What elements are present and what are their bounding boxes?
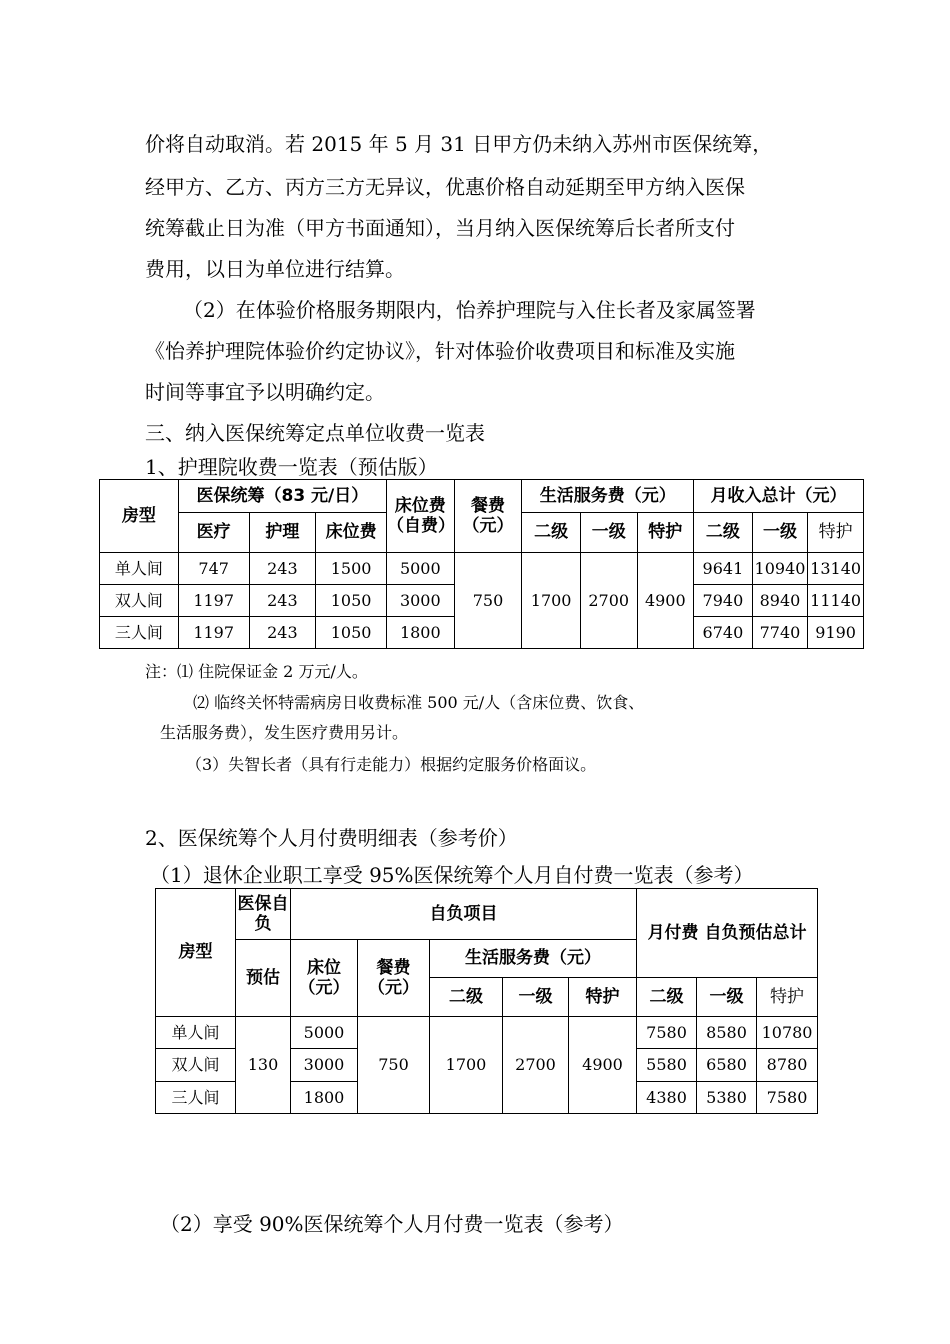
cell-meal: 750 bbox=[454, 553, 522, 649]
paragraph-line: 统筹截止日为准（甲方书面通知），当月纳入医保统筹后长者所支付 bbox=[145, 216, 735, 240]
header-self-pay: 医保自负 bbox=[236, 889, 291, 940]
header-self-bed: 床位费（自费） bbox=[386, 480, 454, 553]
header-special: 特护 bbox=[637, 513, 694, 553]
cell-bed: 1050 bbox=[316, 585, 387, 617]
table-row bbox=[100, 553, 864, 585]
cell-monthly-special: 10780 bbox=[757, 1017, 818, 1049]
cell-monthly-special: 13140 bbox=[808, 553, 864, 585]
cell-monthly-level2: 5580 bbox=[637, 1049, 697, 1082]
paragraph-line: 费用，以日为单位进行结算。 bbox=[145, 257, 405, 281]
header-level2: 二级 bbox=[430, 978, 503, 1017]
cell-bed: 1050 bbox=[316, 617, 387, 649]
header-medical-group: 医保统筹（83 元/日） bbox=[178, 480, 386, 513]
note-line: ⑵ 临终关怀特需病房日收费标准 500 元/人（含床位费、饮食、 bbox=[193, 693, 645, 712]
cell-monthly-special: 7580 bbox=[757, 1082, 818, 1114]
cell-monthly-special: 11140 bbox=[808, 585, 864, 617]
cell-monthly-level1: 5380 bbox=[697, 1082, 757, 1114]
cell-bed: 1500 bbox=[316, 553, 387, 585]
header-estimate: 预估 bbox=[236, 940, 291, 1017]
paragraph-line: 经甲方、乙方、丙方三方无异议，优惠价格自动延期至甲方纳入医保 bbox=[145, 175, 745, 199]
header-level2: 二级 bbox=[637, 978, 697, 1017]
cell-nursing: 243 bbox=[249, 585, 316, 617]
cell-monthly-level2: 6740 bbox=[694, 617, 753, 649]
cell-self-bed: 5000 bbox=[386, 553, 454, 585]
cell-room: 单人间 bbox=[100, 553, 179, 585]
cell-life-level1: 2700 bbox=[503, 1017, 569, 1114]
cell-monthly-level1: 6580 bbox=[697, 1049, 757, 1082]
cell-bed: 5000 bbox=[291, 1017, 358, 1049]
cell-nursing: 243 bbox=[249, 617, 316, 649]
cell-monthly-level1: 8940 bbox=[752, 585, 808, 617]
cell-life-level2: 1700 bbox=[522, 553, 581, 649]
cell-monthly-level1: 7740 bbox=[752, 617, 808, 649]
cell-monthly-level2: 9641 bbox=[694, 553, 753, 585]
header-room-type: 房型 bbox=[100, 480, 179, 553]
paragraph-line: （2）在体验价格服务期限内，怡养护理院与入住长者及家属签署 bbox=[183, 298, 756, 322]
paragraph-line: 价将自动取消。若 2015 年 5 月 31 日甲方仍未纳入苏州市医保统筹， bbox=[145, 132, 773, 156]
header-special: 特护 bbox=[569, 978, 637, 1017]
cell-life-level2: 1700 bbox=[430, 1017, 503, 1114]
paragraph-line: 《怡养护理院体验价约定协议》，针对体验价收费项目和标准及实施 bbox=[145, 339, 735, 363]
cell-monthly-level2: 7940 bbox=[694, 585, 753, 617]
cell-nursing: 243 bbox=[249, 553, 316, 585]
section-2-title: 2、医保统筹个人月付费明细表（参考价） bbox=[145, 826, 518, 850]
header-special: 特护 bbox=[757, 978, 818, 1017]
header-self-items: 自负项目 bbox=[291, 889, 637, 940]
fee-table-2 bbox=[155, 888, 818, 1114]
note-line: （3）失智长者（具有行走能力）根据约定服务价格面议。 bbox=[186, 755, 597, 774]
header-meal: 餐费（元） bbox=[454, 480, 522, 553]
cell-medical: 1197 bbox=[178, 617, 249, 649]
header-bed: 床位费 bbox=[316, 513, 387, 553]
header-life-service: 生活服务费（元） bbox=[430, 940, 637, 978]
cell-self-bed: 1800 bbox=[386, 617, 454, 649]
header-level1: 一级 bbox=[503, 978, 569, 1017]
cell-bed: 1800 bbox=[291, 1082, 358, 1114]
paragraph-line: 时间等事宜予以明确约定。 bbox=[145, 380, 385, 404]
header-life-service: 生活服务费（元） bbox=[522, 480, 694, 513]
cell-monthly-level2: 7580 bbox=[637, 1017, 697, 1049]
header-monthly-self-pay: 月付费 自负预估总计 bbox=[637, 889, 818, 978]
cell-life-level1: 2700 bbox=[580, 553, 637, 649]
cell-bed: 3000 bbox=[291, 1049, 358, 1082]
header-level1: 一级 bbox=[580, 513, 637, 553]
header-nursing: 护理 bbox=[249, 513, 316, 553]
header-room-type: 房型 bbox=[156, 889, 236, 1017]
table-1-title: 1、护理院收费一览表（预估版） bbox=[145, 455, 438, 479]
table-row bbox=[156, 1017, 818, 1049]
cell-monthly-level1: 10940 bbox=[752, 553, 808, 585]
header-medical: 医疗 bbox=[178, 513, 249, 553]
cell-estimate: 130 bbox=[236, 1017, 291, 1114]
header-level1: 一级 bbox=[752, 513, 808, 553]
header-meal: 餐费（元） bbox=[358, 940, 430, 1017]
note-line: 注：⑴ 住院保证金 2 万元/人。 bbox=[145, 662, 368, 681]
fee-table-1 bbox=[99, 479, 864, 649]
table-2-title: （1）退休企业职工享受 95%医保统筹个人月自付费一览表（参考） bbox=[150, 863, 754, 887]
cell-room: 双人间 bbox=[156, 1049, 236, 1082]
header-monthly-total: 月收入总计（元） bbox=[694, 480, 864, 513]
cell-room: 单人间 bbox=[156, 1017, 236, 1049]
header-level2: 二级 bbox=[522, 513, 581, 553]
header-level2: 二级 bbox=[694, 513, 753, 553]
cell-room: 双人间 bbox=[100, 585, 179, 617]
section-3-title: 三、纳入医保统筹定点单位收费一览表 bbox=[145, 421, 485, 445]
cell-life-special: 4900 bbox=[569, 1017, 637, 1114]
cell-medical: 747 bbox=[178, 553, 249, 585]
cell-room: 三人间 bbox=[156, 1082, 236, 1114]
note-line: 生活服务费），发生医疗费用另计。 bbox=[160, 723, 409, 742]
cell-monthly-special: 8780 bbox=[757, 1049, 818, 1082]
cell-monthly-level2: 4380 bbox=[637, 1082, 697, 1114]
header-level1: 一级 bbox=[697, 978, 757, 1017]
cell-monthly-special: 9190 bbox=[808, 617, 864, 649]
cell-self-bed: 3000 bbox=[386, 585, 454, 617]
cell-medical: 1197 bbox=[178, 585, 249, 617]
header-bed: 床位（元） bbox=[291, 940, 358, 1017]
cell-monthly-level1: 8580 bbox=[697, 1017, 757, 1049]
header-special: 特护 bbox=[808, 513, 864, 553]
cell-life-special: 4900 bbox=[637, 553, 694, 649]
table-3-title: （2）享受 90%医保统筹个人月付费一览表（参考） bbox=[160, 1212, 624, 1236]
cell-meal: 750 bbox=[358, 1017, 430, 1114]
cell-room: 三人间 bbox=[100, 617, 179, 649]
